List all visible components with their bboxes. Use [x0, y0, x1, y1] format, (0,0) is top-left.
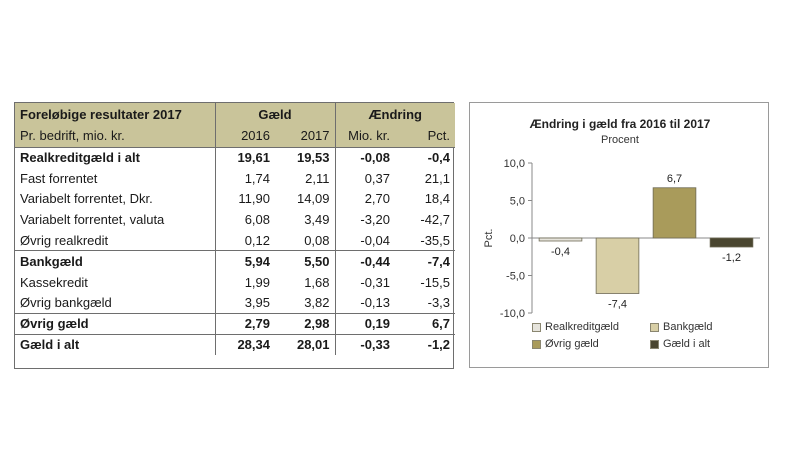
row-label: Fast forrentet: [20, 170, 98, 186]
table-cell: -35,5: [420, 232, 451, 248]
y-tick-label: -10,0: [499, 308, 525, 320]
table-cell: 5,50: [275, 251, 335, 272]
results-table-panel: [14, 102, 454, 369]
table-body: [15, 147, 455, 355]
bar-3: [653, 188, 696, 238]
table-cell: 28,34: [215, 334, 275, 355]
column-header-mio-kr: Mio. kr.: [335, 125, 395, 147]
chart-panel: [469, 102, 769, 368]
bar-1: [539, 238, 582, 241]
table-row: [15, 334, 455, 355]
legend-label: Gæld i alt: [663, 338, 711, 350]
bar-value-label: 6,7: [666, 172, 683, 185]
chart-subtitle: Procent: [601, 134, 639, 146]
table-cell: 2,11: [305, 170, 330, 186]
row-label: Øvrig gæld: [15, 313, 215, 334]
bar-value-label: -1,2: [722, 252, 741, 264]
bar-2: [596, 238, 639, 294]
table-row: [15, 230, 455, 251]
group-header-change: Ændring: [335, 103, 455, 125]
row-label: Kassekredit: [20, 274, 88, 290]
table-cell: 6,08: [215, 209, 275, 230]
table-cell: 19,61: [215, 147, 275, 168]
table-cell: 28,01: [275, 334, 335, 355]
table-cell: 2,70: [335, 189, 395, 210]
table-row: [15, 147, 455, 168]
row-label: Øvrig bankgæld: [20, 295, 112, 311]
chart-title: Ændring i gæld fra 2016 til 2017: [529, 117, 711, 131]
table-cell: -0,4: [427, 150, 451, 166]
legend-item: [650, 321, 760, 333]
results-table: [15, 103, 455, 355]
table-row: [15, 272, 455, 293]
bar-4: [710, 238, 753, 247]
legend-label: Øvrig gæld: [545, 338, 599, 350]
column-header-2017: 2017: [275, 125, 335, 147]
table-cell: 1,68: [304, 274, 330, 290]
table-cell: -7,4: [395, 251, 455, 272]
group-header-debt: Gæld: [215, 103, 335, 125]
row-label: Øvrig realkredit: [20, 232, 109, 248]
table-row: [15, 293, 455, 314]
y-tick-label: 10,0: [503, 158, 525, 170]
table-cell: -42,7: [420, 212, 451, 228]
table-cell: 18,4: [424, 191, 451, 207]
table-row: [15, 251, 455, 272]
table-row: [15, 313, 455, 334]
table-row: [15, 209, 455, 230]
table-cell: 2,98: [275, 313, 335, 334]
table-cell: 19,53: [296, 150, 330, 166]
legend-swatch: [532, 323, 541, 332]
table-cell: -0,13: [335, 293, 395, 314]
legend-swatch: [532, 340, 541, 349]
table-cell: 0,08: [304, 232, 330, 248]
table-cell: 3,95: [215, 293, 275, 314]
table-cell: -15,5: [420, 274, 451, 290]
table-cell: 0,19: [335, 313, 395, 334]
table-cell: -0,31: [335, 272, 395, 293]
table-title: Foreløbige resultater 2017: [15, 103, 215, 125]
row-label: Realkreditgæld i alt: [20, 150, 140, 166]
bar-value-label: -0,4: [551, 246, 570, 258]
table-subtitle: Pr. bedrift, mio. kr.: [15, 125, 215, 147]
table-cell: 1,99: [215, 272, 275, 293]
table-cell: -0,08: [335, 147, 395, 168]
table-cell: 3,49: [304, 212, 330, 228]
row-label: Bankgæld: [15, 251, 215, 272]
column-header-2016: 2016: [215, 125, 275, 147]
table-cell: 1,74: [215, 168, 275, 189]
table-cell: -0,04: [335, 230, 395, 251]
row-label: Variabelt forrentet, Dkr.: [20, 191, 153, 207]
table-cell: -0,33: [335, 334, 395, 355]
row-label: Variabelt forrentet, valuta: [20, 212, 165, 228]
table-row: [15, 189, 455, 210]
table-cell: 21,1: [424, 170, 451, 186]
column-header-pct: Pct.: [395, 125, 455, 147]
bar-value-label: -7,4: [608, 298, 627, 311]
table-cell: 11,90: [215, 189, 275, 210]
table-cell: 6,7: [395, 313, 455, 334]
y-tick-label: -5,0: [506, 270, 525, 283]
table-cell: 14,09: [296, 191, 330, 207]
legend-swatch: [650, 340, 659, 349]
table-cell: -3,20: [335, 209, 395, 230]
table-cell: 0,12: [215, 230, 275, 251]
legend-swatch: [650, 323, 659, 332]
legend-item: [532, 338, 650, 350]
y-axis-label: Pct.: [483, 228, 495, 248]
table-cell: 2,79: [215, 313, 275, 334]
table-row: [15, 168, 455, 189]
legend-label: Bankgæld: [663, 321, 713, 333]
chart-legend: [532, 321, 762, 350]
table-cell: 3,82: [304, 295, 330, 311]
y-tick-label: 0,0: [509, 233, 525, 245]
legend-label: Realkreditgæld: [545, 321, 619, 333]
table-cell: 0,37: [335, 168, 395, 189]
legend-item: [650, 338, 760, 350]
table-cell: 5,94: [215, 251, 275, 272]
y-tick-label: 5,0: [509, 195, 525, 208]
table-cell: -0,44: [335, 251, 395, 272]
table-cell: -3,3: [427, 295, 451, 311]
row-label: Gæld i alt: [15, 334, 215, 355]
table-cell: -1,2: [395, 334, 455, 355]
legend-item: [532, 321, 650, 333]
